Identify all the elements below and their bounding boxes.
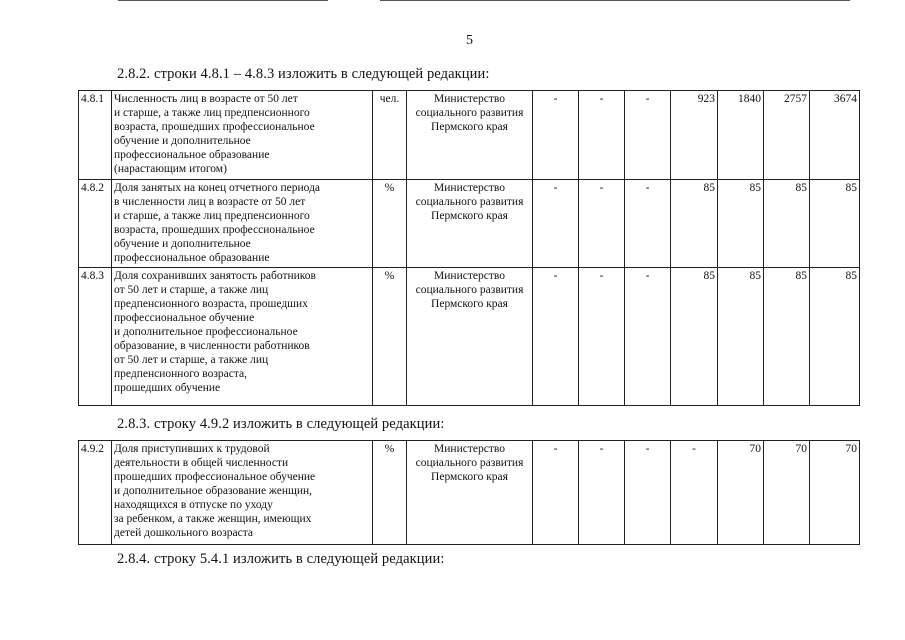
value-cell: - (533, 91, 579, 180)
table-row (79, 91, 860, 180)
indicator-name-line: профессиональное обучение (114, 312, 255, 324)
value-cell: - (579, 268, 625, 406)
value-cell: - (533, 441, 579, 545)
table-row (79, 180, 860, 268)
organization-line: социального развития (415, 107, 524, 119)
indicator-name-line: прошедших профессиональное обучение (114, 471, 316, 483)
value-cell: - (625, 441, 671, 545)
indicator-name-line: предпенсионного возраста, прошедших (114, 298, 308, 310)
organization-line: Пермского края (431, 121, 508, 133)
indicator-name-line: обучение и дополнительное (114, 238, 251, 250)
instruction-2-8-3: 2.8.3. строку 4.9.2 изложить в следующей редакции: (117, 416, 445, 432)
indicator-name-line: прошедших обучение (114, 382, 221, 394)
value-cell: 85 (810, 268, 860, 406)
value-cell: - (579, 180, 625, 268)
page-number: 5 (466, 33, 473, 48)
value-cell: 85 (810, 180, 860, 268)
indicator-name-line: детей дошкольного возраста (114, 527, 253, 539)
indicator-name-line: возраста, прошедших профессиональное (114, 224, 315, 236)
value-cell: - (579, 91, 625, 180)
row-number: 4.8.1 (79, 91, 112, 180)
value-cell: 70 (764, 441, 810, 545)
indicator-name-line: Численность лиц в возрасте от 50 лет (114, 93, 298, 105)
organization-line: Пермского края (431, 298, 508, 310)
organization-line: Пермского края (431, 210, 508, 222)
value-cell: 85 (718, 268, 764, 406)
organization-line: Министерство (434, 443, 505, 455)
table-row (79, 441, 860, 545)
value-cell: 85 (671, 268, 718, 406)
table-row-4-9-2 (78, 440, 860, 545)
indicator-name-line: (нарастающим итогом) (114, 163, 227, 175)
value-cell: - (533, 268, 579, 406)
indicator-name-line: образование, в численности работников (114, 340, 310, 352)
organization-line: социального развития (415, 284, 524, 296)
indicator-name-line: находящихся в отпуске по уходу (114, 499, 273, 511)
row-number: 4.8.3 (79, 268, 112, 406)
value-cell: 3674 (810, 91, 860, 180)
unit-cell: % (373, 441, 407, 545)
responsible-organization (407, 441, 533, 545)
organization-line: Министерство (434, 270, 505, 282)
unit-cell: % (373, 268, 407, 406)
responsible-organization (407, 268, 533, 406)
indicator-name-line: от 50 лет и старше, а также лиц (114, 354, 269, 366)
indicator-name-line: в численности лиц в возрасте от 50 лет (114, 196, 306, 208)
organization-line: Министерство (434, 93, 505, 105)
value-cell: 70 (718, 441, 764, 545)
value-cell: - (625, 268, 671, 406)
unit-cell: чел. (373, 91, 407, 180)
unit-cell: % (373, 180, 407, 268)
indicator-name-line: и дополнительное образование женщин, (114, 485, 313, 497)
indicator-name-line: деятельности в общей численности (114, 457, 289, 469)
responsible-organization (407, 91, 533, 180)
organization-line: Министерство (434, 182, 505, 194)
responsible-organization (407, 180, 533, 268)
row-number: 4.8.2 (79, 180, 112, 268)
indicator-name (112, 441, 373, 545)
indicator-name-line: и старше, а также лиц предпенсионного (114, 107, 310, 119)
indicator-name-line: Доля сохранивших занятость работников (114, 270, 316, 282)
value-cell: 85 (671, 180, 718, 268)
indicator-name-line: и старше, а также лиц предпенсионного (114, 210, 310, 222)
indicator-name-line: и дополнительное профессиональное (114, 326, 298, 338)
indicator-name-line: возраста, прошедших профессиональное (114, 121, 315, 133)
instruction-2-8-4: 2.8.4. строку 5.4.1 изложить в следующей редакции: (117, 551, 445, 567)
organization-line: социального развития (415, 196, 524, 208)
value-cell: 2757 (764, 91, 810, 180)
organization-line: Пермского края (431, 471, 508, 483)
indicator-name-line: профессиональное образование (114, 149, 270, 161)
value-cell: - (671, 441, 718, 545)
value-cell: 85 (764, 180, 810, 268)
organization-line: социального развития (415, 457, 524, 469)
value-cell: 1840 (718, 91, 764, 180)
value-cell: 85 (718, 180, 764, 268)
indicator-name-line: Доля приступивших к трудовой (114, 443, 270, 455)
value-cell: 70 (810, 441, 860, 545)
value-cell: - (625, 180, 671, 268)
value-cell: - (533, 180, 579, 268)
indicator-name-line: обучение и дополнительное (114, 135, 251, 147)
indicator-name (112, 180, 373, 268)
indicator-name (112, 268, 373, 406)
value-cell: 85 (764, 268, 810, 406)
indicator-name-line: профессиональное образование (114, 252, 270, 264)
indicator-name-line: предпенсионного возраста, (114, 368, 247, 380)
top-rule-left (118, 0, 328, 1)
table-rows-4-8 (78, 90, 860, 406)
value-cell: - (625, 91, 671, 180)
indicator-name (112, 91, 373, 180)
table-row (79, 268, 860, 406)
indicator-name-line: от 50 лет и старше, а также лиц (114, 284, 269, 296)
indicator-name-line: за ребенком, а также женщин, имеющих (114, 513, 312, 525)
value-cell: 923 (671, 91, 718, 180)
top-rule-right (380, 0, 850, 1)
value-cell: - (579, 441, 625, 545)
instruction-2-8-2: 2.8.2. строки 4.8.1 – 4.8.3 изложить в следующей редакции: (117, 66, 490, 82)
indicator-name-line: Доля занятых на конец отчетного периода (114, 182, 321, 194)
row-number: 4.9.2 (79, 441, 112, 545)
